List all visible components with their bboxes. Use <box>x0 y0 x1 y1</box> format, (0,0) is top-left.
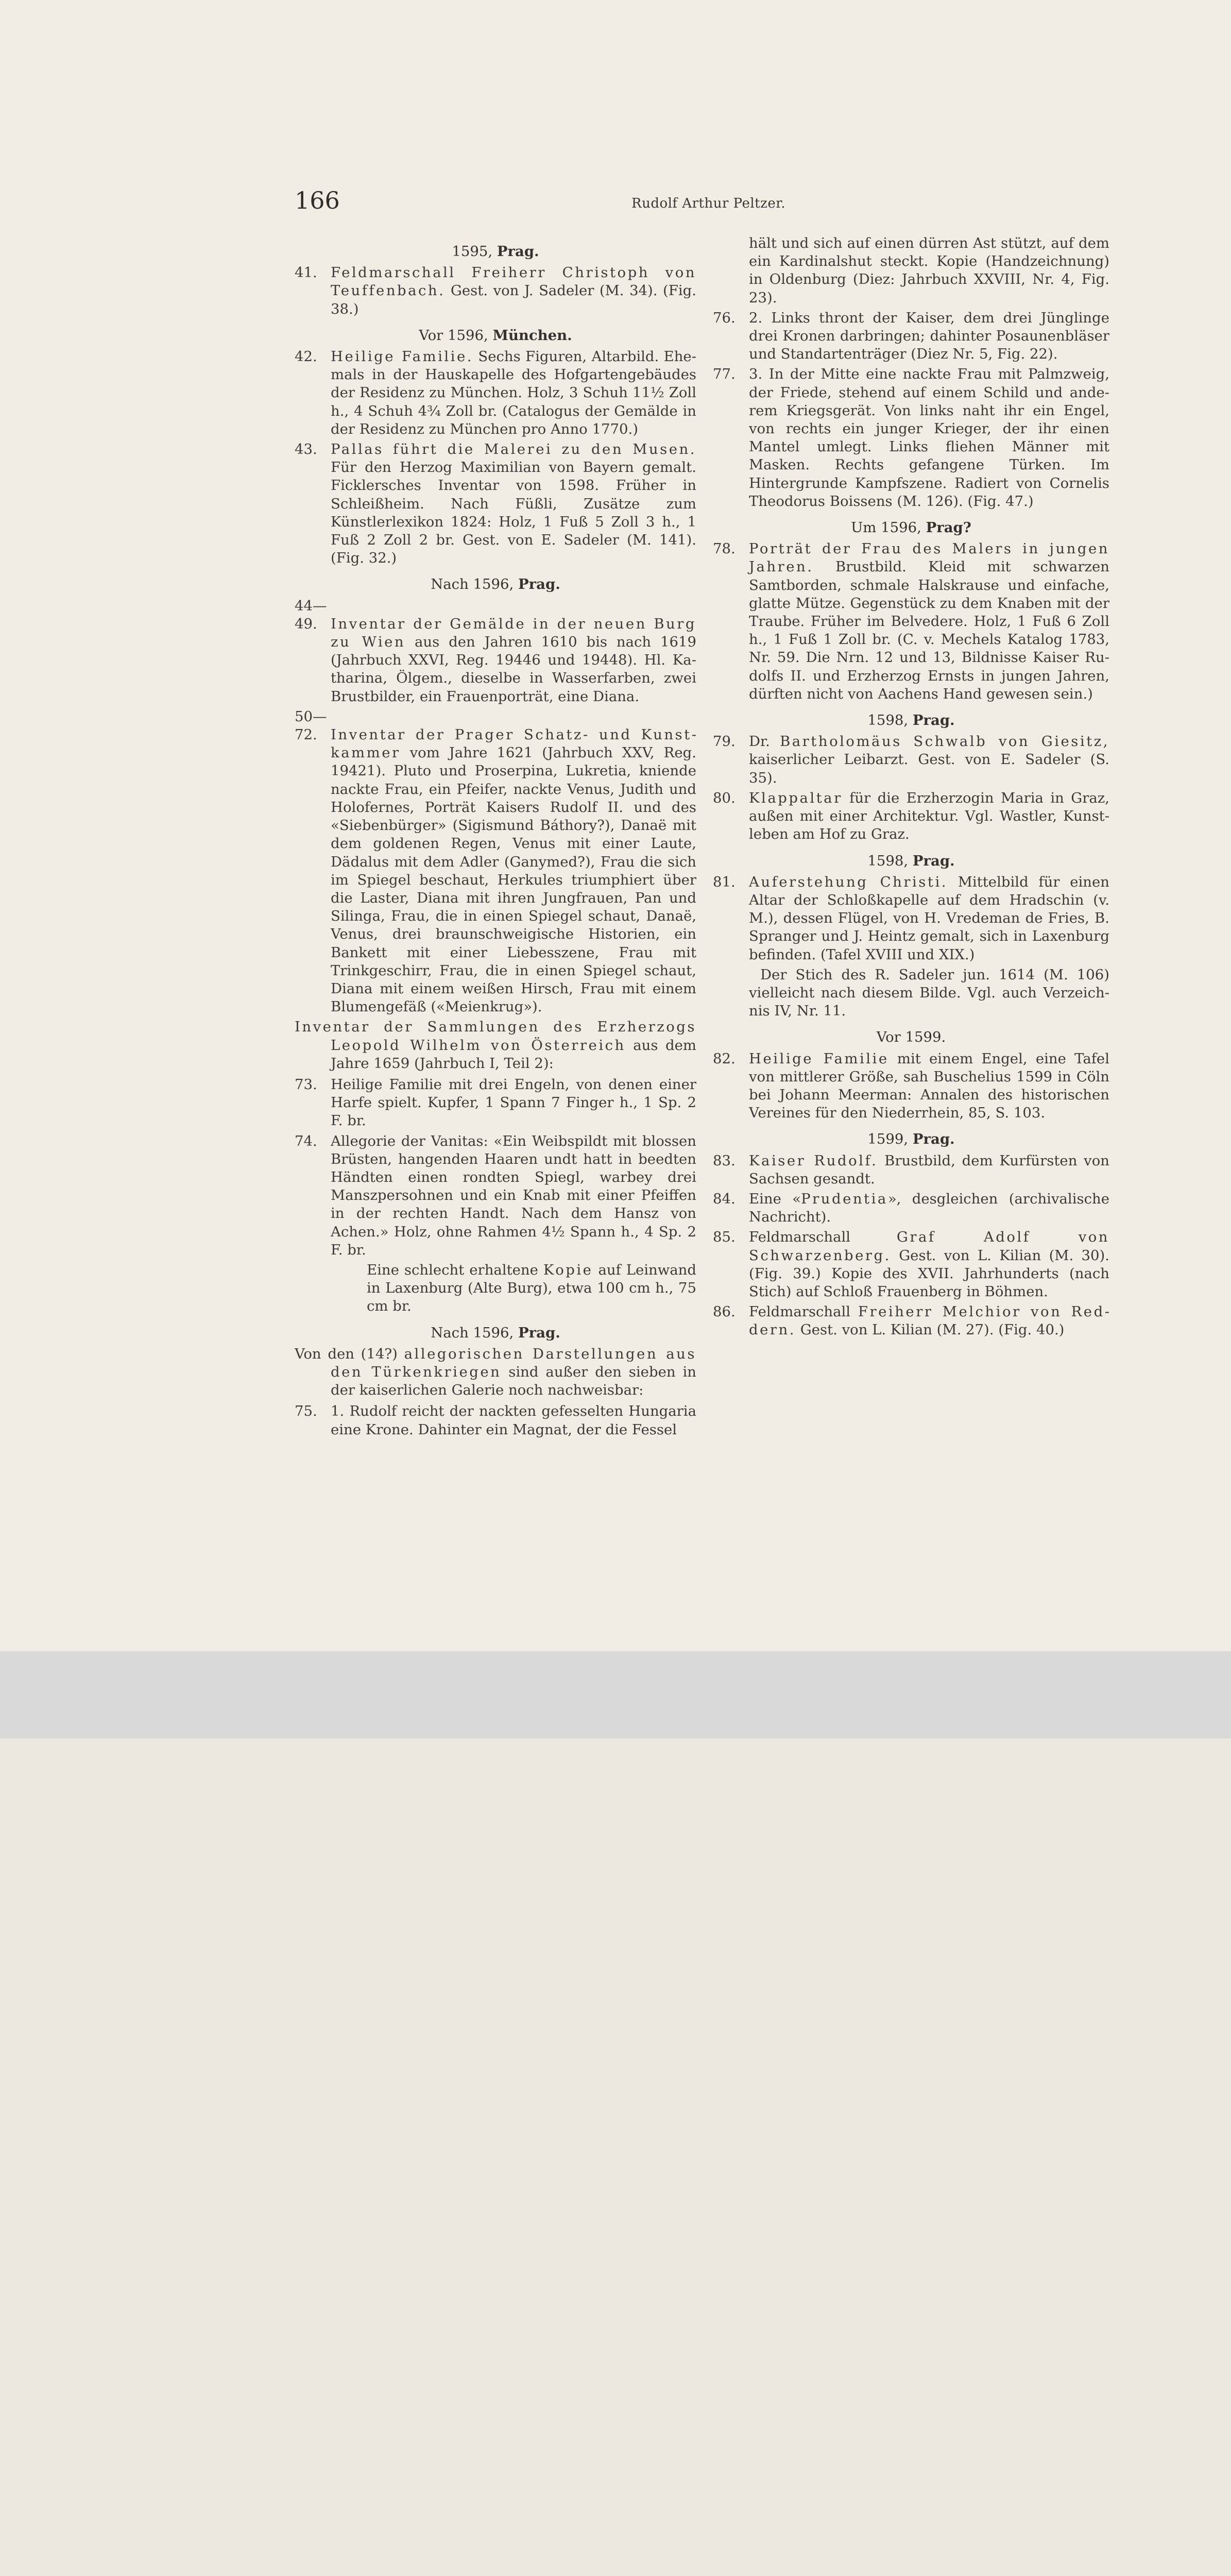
section-heading: 1598, Prag. <box>867 852 955 869</box>
section-heading: Nach 1596, Prag. <box>431 576 560 593</box>
entry-74-note: Eine schlecht erhaltene Kopie auf Leinwand in Laxenburg (Alte Burg), etwa 100 cm h., 75 cm br. <box>367 1261 696 1315</box>
page-number: 166 <box>295 187 340 214</box>
catalog-entry-43: 43. Pallas führt die Malerei zu den Musen. Für den Herzog Maximilian von Bayern gemalt. Ficklersches Inventar von 1598. Früher in Schleißheim. Nach Füßli, Zusätze zum Künstlerlexikon 1824: Holz, 1 Fuß 5 Zoll 3 h., 1 Fuß 2 Zoll 2 br. Gest. von E. Sadeler (M. 141). (Fig. 32.) <box>295 441 696 567</box>
section-heading: Nach 1596, Prag. <box>431 1324 560 1341</box>
catalog-entry-41: 41. Feldmarschall Freiherr Christoph von Teuffenbach. Gest. von J. Sadeler (M. 34). (Fig. 38.) <box>295 264 696 317</box>
section-heading: Um 1596, Prag? <box>851 519 971 536</box>
entry-81-note: Der Stich des R. Sadeler jun. 1614 (M. 106) vielleicht nach diesem Bilde. Vgl. auch Verzeichnis IV, Nr. 11. <box>749 966 1109 1020</box>
section-heading: 1595, Prag. <box>452 243 539 260</box>
catalog-entry-77: 77. 3. In der Mitte eine nackte Frau mit Palmzweig, der Friede, stehend auf einem Schild und anderem Kriegsgerät. Von links naht ihr ein Engel, von rechts ein junger Krieger, der ihr einen Mantel umlegt. Links fliehen Männer mit Masken. Rechts gefangene Türken. Im Hintergrunde Kampfszene. Radiert von Cornelis Theodorus Boissens (M. 126). (Fig. 47.) <box>713 366 1109 510</box>
catalog-entry-84: 84. Eine «Prudentia», desgleichen (archivalische Nachricht). <box>713 1190 1109 1226</box>
section-heading: 1598, Prag. <box>867 712 955 729</box>
catalog-entry-42: 42. Heilige Familie. Sechs Figuren, Altarbild. Ehemals in der Hauskapelle des Hofgartengebäudes der Residenz zu München. Holz, 3 Schuh 11½ Zoll h., 4 Schuh 4¾ Zoll br. (Catalogus der Gemälde in der Residenz zu München pro Anno 1770.) <box>295 348 696 437</box>
continued-text: hält und sich auf einen dürren Ast stützt, auf dem ein Kardinalshut steckt. Kopie (Handzeichnung) in Oldenburg (Diez: Jahrbuch XXVIII, Nr. 4, Fig. 23). <box>749 235 1109 306</box>
catalog-entry-83: 83. Kaiser Rudolf. Brustbild, dem Kurfürsten von Sachsen gesandt. <box>713 1152 1109 1187</box>
catalog-entry-73: 73. Heilige Familie mit drei Engeln, von denen einer Harfe spielt. Kupfer, 1 Spann 7 Finger h., 1 Sp. 2 F. br. <box>295 1076 696 1129</box>
running-title: Rudolf Arthur Peltzer. <box>631 196 786 211</box>
catalog-entry-50-72: 50—72. Inventar der Prager Schatz- und Kunstkammer vom Jahre 1621 (Jahrbuch XXV, Reg. 19421). Pluto und Proserpina, Lukretia, kniende nackte Frau, ein Pfeifer, nackte Venus, Judith und Holofernes, Porträt Kaisers Rudolf II. und des «Siebenbürger» (Sigismund Báthory?), Danaë mit dem goldenen Regen, Venus mit einer Laute, Dädalus mit dem Adler (Ganymed?), Frau die sich im Spiegel beschaut, Herkules triumphiert über die Laster, Diana mit ihren Jungfrauen, Pan und Silinga, Frau, die in einen Spiegel schaut, Danaë, Venus, drei braunschweigische Historien, ein Bankett mit einer Liebesszene, Frau mit Trinkgeschirr, Frau, die in einen Spiegel schaut, Diana mit einem weißen Hirsch, Frau mit einem Blumengefäß («Meienkrug»). <box>295 708 696 1015</box>
inventory-paragraph: Inventar der Sammlungen des Erzherzogs Leopold Wilhelm von Österreich aus dem Jahre 1659 (Jahrbuch I, Teil 2): <box>295 1019 696 1072</box>
catalog-entry-75: 75. 1. Rudolf reicht der nackten gefesselten Hungaria eine Krone. Dahinter ein Magnat, der die Fessel <box>295 1403 696 1438</box>
left-column <box>295 234 696 1441</box>
catalog-entry-82: 82. Heilige Familie mit einem Engel, eine Tafel von mittlerer Größe, sah Buschelius 1599 in Cöln bei Johann Meerman: Annalen des historischen Vereines für den Niederrhein, 85, S. 103. <box>713 1050 1110 1122</box>
catalog-entry-74: 74. Allegorie der Vanitas: «Ein Weibspildt mit blossen Brüsten, hangenden Haaren undt hatt in beedten Händten einen rondten Spiegl, warbey drei Manszpersohnen und ein Knab mit einer Pfeiffen in der rechten Handt. Nach dem Hansz von Achen.» Holz, ohne Rahmen 4½ Spann h., 4 Sp. 2 F. br. <box>295 1132 696 1258</box>
catalog-entry-79: 79. Dr. Bartholomäus Schwalb von Giesitz, kaiserlicher Leibarzt. Gest. von E. Sadeler (S. 35). <box>713 733 1110 786</box>
section-heading: Vor 1599. <box>876 1029 946 1046</box>
right-column <box>713 234 1109 1342</box>
catalog-entry-86: 86. Feldmarschall Freiherr Melchior von Reddern. Gest. von L. Kilian (M. 27). (Fig. 40.) <box>713 1303 1109 1338</box>
section-heading: 1599, Prag. <box>867 1131 955 1148</box>
catalog-entry-81: 81. Auferstehung Christi. Mittelbild für einen Altar der Schloßkapelle auf dem Hradschin (v. M.), dessen Flügel, von H. Vredeman de Fries, B. Spranger und J. Heintz gemalt, sich in Laxenburg befinden. (Tafel XVIII und XIX.) <box>713 873 1109 963</box>
section-heading: Vor 1596, München. <box>419 327 572 344</box>
catalog-entry-80: 80. Klappaltar für die Erzherzogin Maria in Graz, außen mit einer Architektur. Vgl. Wastler, Kunstleben am Hof zu Graz. <box>713 789 1109 843</box>
catalog-entry-76: 76. 2. Links thront der Kaiser, dem drei Jünglinge drei Kronen darbringen; dahinter Posaunenbläser und Standartenträger (Diez Nr. 5, Fig. 22). <box>713 309 1109 363</box>
intro-paragraph: Von den (14?) allegorischen Darstellungen aus den Türkenkriegen sind außer den sieben in der kaiserlichen Galerie noch nachweisbar: <box>295 1345 696 1399</box>
catalog-entry-44-49: 44—49. Inventar der Gemälde in der neuen Burg zu Wien aus den Jahren 1610 bis nach 1619 (Jahrbuch XXVI, Reg. 19446 und 19448). Hl. Katharina, Ölgem., dieselbe in Wasserfarben, zwei Brustbilder, ein Frauenporträt, eine Diana. <box>295 597 696 705</box>
catalog-entry-78: 78. Porträt der Frau des Malers in jungen Jahren. Brustbild. Kleid mit schwarzen Samtborden, schmale Halskrause und einfache, glatte Mütze. Gegenstück zu dem Knaben mit der Traube. Früher im Belvedere. Holz, 1 Fuß 6 Zoll h., 1 Fuß 1 Zoll br. (C. v. Mechels Katalog 1783, Nr. 59. Die Nrn. 12 und 13, Bildnisse Kaiser Rudolfs II. und Erzherzog Ernsts in jungen Jahren, dürften nicht von Aachens Hand gewesen sein.) <box>713 540 1109 702</box>
footer-bar <box>0 1651 1231 1738</box>
catalog-entry-85: 85. Feldmarschall Graf Adolf von Schwarzenberg. Gest. von L. Kilian (M. 30). (Fig. 39.) Kopie des XVII. Jahrhunderts (nach Stich) auf Schloß Frauenberg in Böhmen. <box>713 1229 1109 1300</box>
